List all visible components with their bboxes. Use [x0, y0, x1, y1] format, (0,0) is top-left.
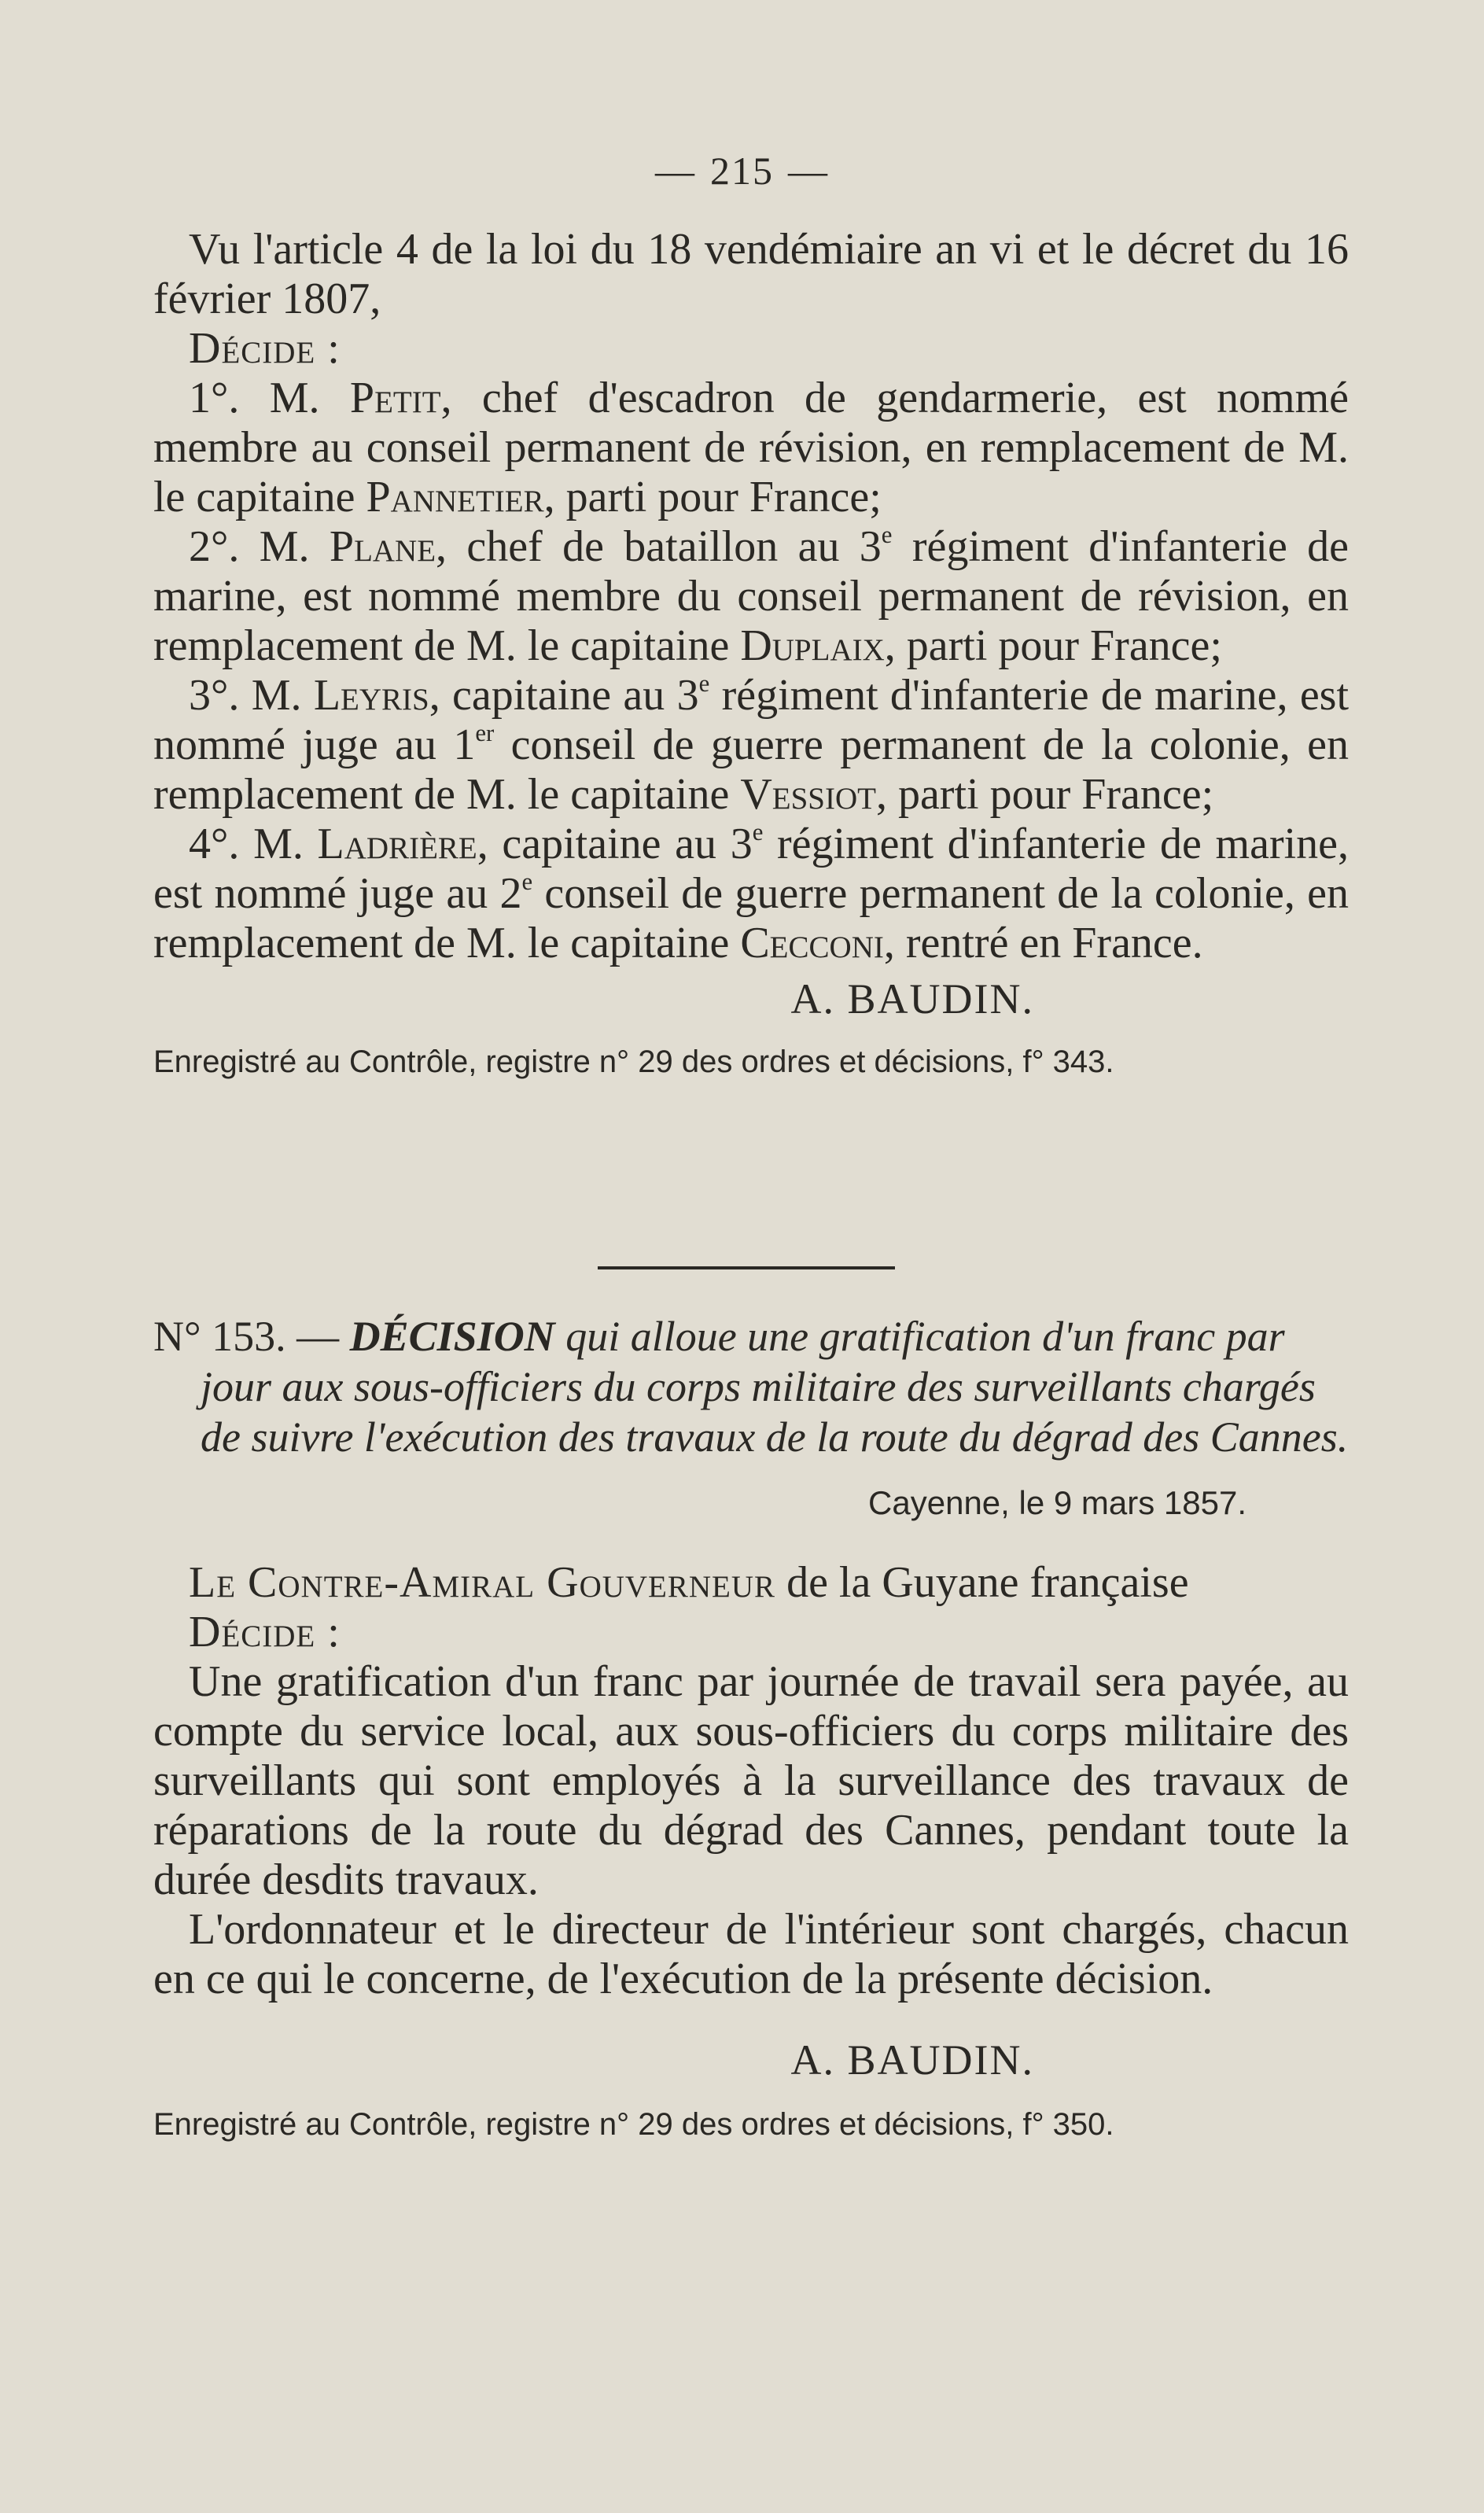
- item-title: M.: [251, 671, 302, 720]
- dateline: Cayenne, le 9 mars 1857.: [868, 1484, 1246, 1521]
- body-paragraph-2: L'ordonnateur et le directeur de l'intérieur sont chargés, chacun en ce qui le concerne, de l'exécution de la présente décision.: [153, 1905, 1349, 2003]
- heading-dash: —: [296, 1313, 340, 1360]
- person-name: Ladrière: [317, 820, 477, 868]
- superscript: e: [698, 669, 710, 697]
- item-number: 4°.: [189, 820, 240, 868]
- decision-keyword: DÉCISION: [349, 1313, 555, 1360]
- page-number-value: 215: [710, 149, 774, 193]
- superscript: e: [881, 521, 893, 548]
- superscript: e: [521, 868, 533, 895]
- item-text: , parti pour France;: [884, 621, 1222, 670]
- decide-label: Décide :: [189, 324, 341, 373]
- signature: A. BAUDIN.: [790, 975, 1034, 1023]
- section-2: [153, 1311, 1349, 2146]
- decision-number: N° 153.: [153, 1313, 286, 1360]
- issuing-authority: [153, 1558, 1349, 1608]
- superscript: e: [752, 818, 764, 846]
- item-number: 2°.: [189, 522, 240, 571]
- decision-heading: [153, 1311, 1349, 1462]
- section-divider: [598, 1266, 895, 1269]
- item-text: , capitaine au 3: [429, 671, 699, 720]
- person-name: Duplaix: [740, 621, 885, 670]
- item-text: conseil de guerre permanent de la colonie, en remplacement de M. le capitaine: [153, 720, 1349, 819]
- item-text: , chef d'escadron de gendarmerie, est nommé membre au conseil permanent de révision, en remplacement de M. le capitaine: [153, 374, 1350, 521]
- person-name: Plane: [329, 522, 436, 571]
- item-text: , capitaine au 3: [477, 820, 753, 868]
- decision-title: qui alloue une gratification d'un franc par jour aux sous-officiers du corps militaire des surveillants chargés de suivre l'exécution des travaux de la route du dégrad des Cannes.: [201, 1313, 1349, 1461]
- decision-item-3: [153, 671, 1349, 820]
- item-text: régiment d'infanterie de marine, est nommé membre du conseil permanent de révision, en remplacement de M. le capitaine: [153, 522, 1350, 670]
- page-number: — 215 —: [655, 149, 829, 193]
- item-text: , chef de bataillon au 3: [436, 522, 882, 571]
- item-text: régiment d'infanterie de marine, est nommé juge au 1: [153, 671, 1350, 769]
- preamble: Vu l'article 4 de la loi du 18 vendémiaire an vi et le décret du 16 février 1807,: [153, 225, 1349, 323]
- section-1: [153, 225, 1349, 1084]
- registration-note: Enregistré au Contrôle, registre n° 29 des ordres et décisions, f° 343.: [153, 1045, 1114, 1079]
- person-name: Cecconi: [740, 919, 884, 967]
- item-text: , parti pour France;: [875, 770, 1214, 819]
- item-number: 1°.: [189, 374, 240, 422]
- signature: A. BAUDIN.: [790, 2036, 1034, 2084]
- person-name: Pannetier: [366, 473, 544, 521]
- superscript: er: [475, 719, 495, 746]
- item-text: conseil de guerre permanent de la colonie, en remplacement de M. le capitaine: [153, 869, 1349, 967]
- authority-title: Le Contre-Amiral Gouverneur: [189, 1558, 776, 1607]
- decision-item-2: [153, 522, 1349, 671]
- person-name: Vessiot: [740, 770, 876, 819]
- item-text: , parti pour France;: [543, 473, 882, 521]
- item-text: , rentré en France.: [883, 919, 1203, 967]
- person-name: Leyris: [313, 671, 429, 720]
- decide-label: Décide :: [189, 1608, 341, 1656]
- item-title: M.: [253, 820, 304, 868]
- decision-item-1: [153, 374, 1349, 522]
- authority-rest: de la Guyane française: [775, 1558, 1189, 1607]
- item-title: M.: [269, 374, 320, 422]
- registration-note: Enregistré au Contrôle, registre n° 29 des ordres et décisions, f° 350.: [153, 2107, 1114, 2142]
- body-paragraph-1: Une gratification d'un franc par journée de travail sera payée, au compte du service local, aux sous-officiers du corps militaire des surveillants qui sont employés à la surveillance des travaux de réparations de la route du dégrad des Cannes, pendant toute la durée desdits travaux.: [153, 1657, 1349, 1904]
- item-text: régiment d'infanterie de marine, est nommé juge au 2: [153, 820, 1350, 918]
- item-title: M.: [259, 522, 310, 571]
- person-name: Petit: [349, 374, 441, 422]
- item-number: 3°.: [189, 671, 240, 720]
- decision-item-4: [153, 820, 1349, 968]
